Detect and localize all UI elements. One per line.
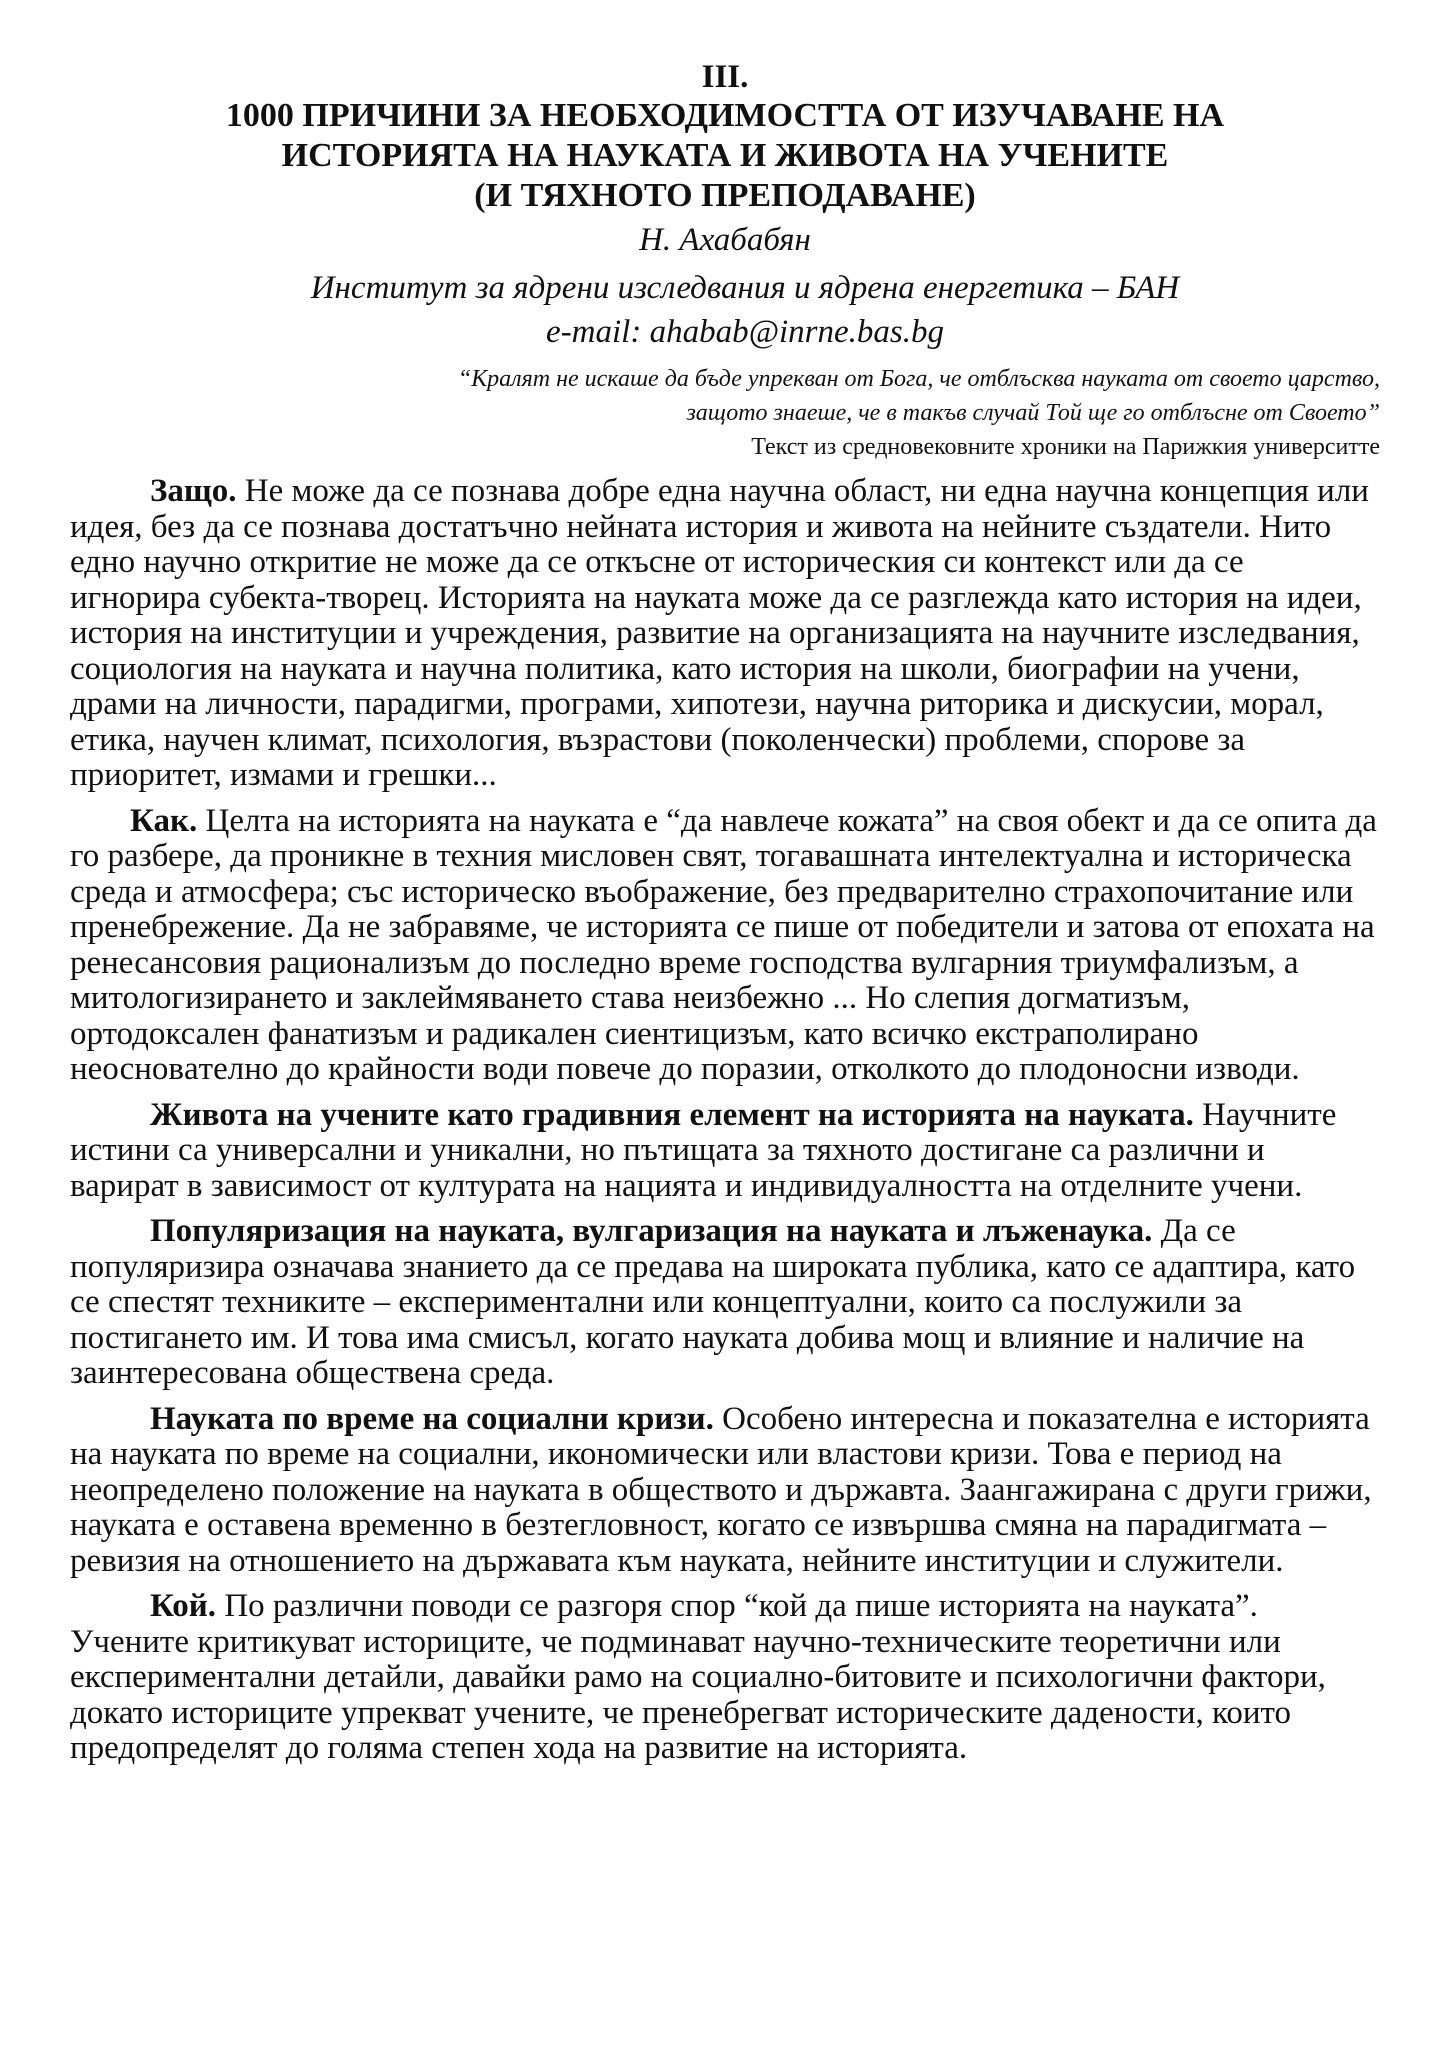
paragraph-social-crises — [70, 1402, 1380, 1580]
document-page — [70, 58, 1380, 1767]
section-number: III. — [701, 59, 749, 95]
paragraph-body: Не може да се познава добре една научна област, ни една научна концепция или идея, без да се познава достатъчно нейната история и живота на нейните създатели. Нито едно научно откритие не може да се откъсне от историческия си контекст или да се игнорира субекта-творец. Историята на науката може да се разглежда като история на идеи, история на институции и учреждения, развитие на организацията на научните изследвания, социология на науката и научна политика, като история на школи, биографии на учени, драми на личности, парадигми, програми, хипотези, научна риторика и дискусии, морал, етика, научен климат, психология, възрастови (поколенчески) проблеми, спорове за приоритет, измами и грешки... — [70, 473, 1369, 793]
title-line-2: ИСТОРИЯТА НА НАУКАТА И ЖИВОТА НА УЧЕНИТЕ — [281, 137, 1169, 174]
paragraph-body: По различни поводи се разгоря спор “кой да пише историята на науката”. Учените критикуват историците, че подминават научно-техническите теоретични или експериментални детайли, давайки рамо на социално-битовите и психологични фактори, докато историците упрекват учените, че пренебрегват историческите дадености, които предопределят до голяма степен хода на развитие на историята. — [70, 1588, 1326, 1766]
paragraph-body: Целта на историята на науката е “да навлече кожата” на своя обект и да се опита да го разбере, да проникне в техния мисловен свят, тогавашната интелектуална и историческа среда и атмосфера; със историческо въображение, без предварително страхопочитание или пренебрежение. Да не забравяме, че историята се пише от победители и затова от епохата на ренесансовия рационализъм до последно време господства вулгарния триумфализъм, а митологизирането и заклеймяването става неизбежно ... Но слепия догматизъм, ортодоксален фанатизъм и радикален сиентицизъм, като всичко екстраполирано неосновaтелно до крайности води повече до поразии, отколкото до плодоносни изводи. — [70, 802, 1377, 1087]
paragraph-heading: Кой. — [150, 1588, 217, 1624]
paragraph-heading: Живота на учените като градивния елемент на историята на науката. — [150, 1096, 1194, 1133]
paragraph-heading: Как. — [130, 802, 198, 839]
author-affiliation: Институт за ядрени изследвания и ядрена енергетика – БАН — [310, 270, 1180, 306]
paragraph-popularization — [70, 1214, 1380, 1392]
paragraph-who — [70, 1589, 1380, 1767]
paragraph-heading: Защо. — [150, 473, 237, 509]
paragraph-how — [70, 804, 1380, 1088]
paper-title — [70, 96, 1380, 216]
paragraph-why — [70, 474, 1380, 794]
epigraph-line-2: защото знаеше, че в такъв случай Той ще го отблъсне от Своето” — [686, 400, 1380, 426]
epigraph-line-1: “Кралят не искаше да бъде упрекван от Бога, че отблъсква науката от своето царство, — [457, 366, 1380, 392]
paragraph-heading: Популяризация на науката, вулгаризация на науката и лъженаука. — [150, 1213, 1153, 1249]
epigraph-quote — [70, 362, 1380, 430]
title-line-3: (И ТЯХНОТО ПРЕПОДАВАНЕ) — [474, 177, 976, 214]
paragraph-heading: Науката по време на социални кризи. — [150, 1400, 714, 1437]
paragraph-body: Особено интересна и показателна е историята на науката по време на социални, икономически или властови кризи. Това е период на неопределено положение на науката в обществото и държавта. Заангажирана с други грижи, науката е оставена временно в безтегловност, когато се извършва смяна на парадигмата – ревизия на отношението на държавата към науката, нейните институции и служители. — [70, 1400, 1372, 1579]
epigraph-source: Текст из средновековните хроники на Парижкия университте — [751, 434, 1380, 460]
paragraph-body: Да се популяризира означава знанието да се предава на широката публика, като се адаптира, като се спестят техниките – експериментални или концептуални, които са послужили за постигането им. И това има смисъл, когато науката добива мощ и влияние и наличие на заинтересована обществена среда. — [70, 1213, 1356, 1391]
author-name: Н. Ахабабян — [639, 222, 811, 258]
title-line-1: 1000 ПРИЧИНИ ЗА НЕОБХОДИМОСТТА ОТ ИЗУЧАВАНЕ НА — [225, 97, 1225, 134]
paragraph-scientists-life — [70, 1098, 1380, 1205]
paragraph-body: Научните истини са универсални и уникални, но пътищата за тяхното достигане са различни и варират в зависимост от културата на нацията и индивидуалността на отделните учени. — [70, 1096, 1337, 1204]
author-email: e-mail: ahabab@inrne.bas.bg — [546, 314, 944, 350]
